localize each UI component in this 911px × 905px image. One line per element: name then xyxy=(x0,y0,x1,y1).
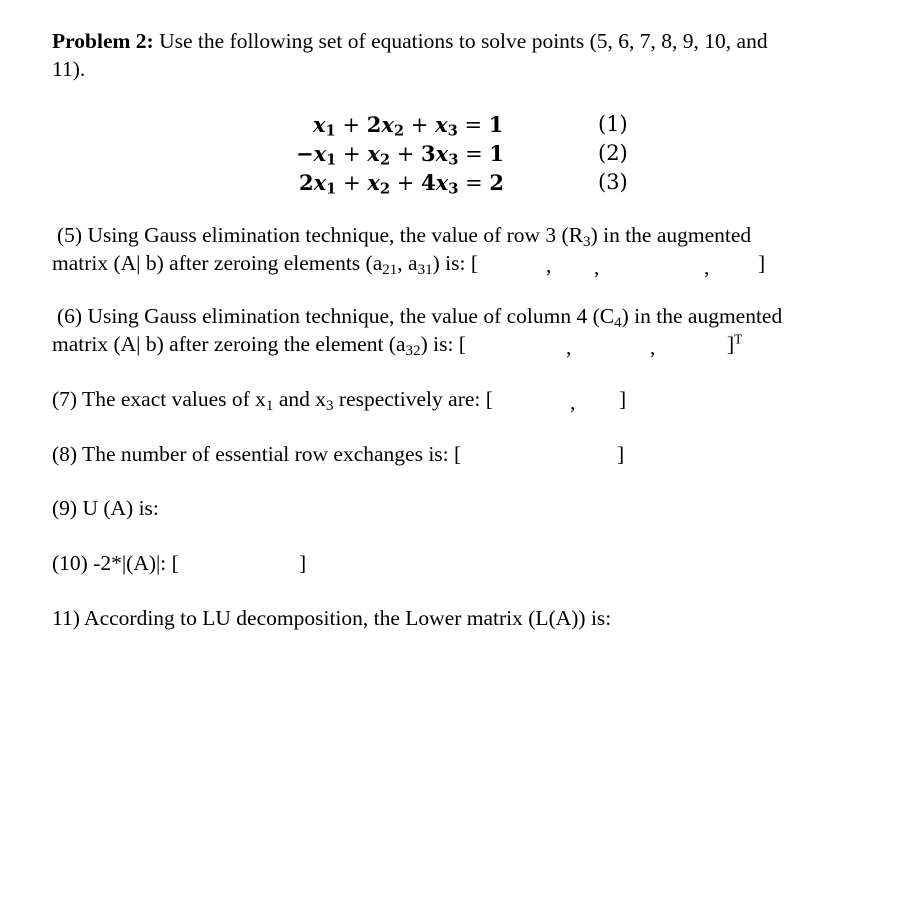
eq2-coef3: 3 xyxy=(421,141,436,166)
q6-text-c: matrix (A| b) after zeroing the element (a xyxy=(52,332,406,356)
q5-blank-comma-2: , xyxy=(594,255,600,279)
eq2-op3: + xyxy=(390,142,422,166)
eq1-equals: = xyxy=(457,113,489,137)
eq1-coef2: 2 xyxy=(366,112,382,137)
eq2-sub3: 3 xyxy=(448,151,459,169)
q7-sub-x1: 1 xyxy=(265,397,274,414)
eq3-coef1: 2 xyxy=(299,170,314,195)
equation-1 xyxy=(313,110,503,140)
eq1-op2: + xyxy=(335,113,367,137)
problem-intro-text: Use the following set of equations to solve points (5, 6, 7, 8, 9, 10, and xyxy=(159,29,768,53)
eq3-op2: + xyxy=(336,171,368,195)
q6-transpose: T xyxy=(734,331,743,347)
q5-sub-a21: 21 xyxy=(382,261,398,278)
q10-line xyxy=(52,550,179,576)
q9-text: (9) U (A) is: xyxy=(52,496,159,520)
eq3-equals: = xyxy=(458,171,490,195)
q5-sub-a31: 31 xyxy=(417,261,433,278)
q5-text-a: (5) Using Gauss elimination technique, the value of row 3 (R xyxy=(57,223,584,247)
q5-text-c: matrix (A| b) after zeroing elements (a xyxy=(52,251,383,275)
eq2-sub1: 1 xyxy=(326,151,337,169)
eq3-sub2: 2 xyxy=(379,180,391,198)
q5-blank-comma-1: , xyxy=(546,253,552,277)
problem-label: Problem 2: xyxy=(52,29,154,53)
q7-text-a: (7) The exact values of x xyxy=(52,387,266,411)
q6-bracket: ] xyxy=(727,332,735,356)
equation-3 xyxy=(299,168,504,198)
eq1-sub1: 1 xyxy=(325,122,336,140)
q5-text-b: ) in the augmented xyxy=(590,223,752,247)
q5-blank-comma-3: , xyxy=(704,255,710,279)
eq2-rhs: 1 xyxy=(489,141,505,166)
eq1-var1: x xyxy=(313,112,326,137)
q7-sub-x3: 3 xyxy=(326,397,334,414)
q6-text-b: ) in the augmented xyxy=(621,304,783,328)
q8-line xyxy=(52,441,461,467)
problem-intro-line-2 xyxy=(52,56,85,82)
q5-line-2 xyxy=(52,250,478,276)
q6-sub-c: 4 xyxy=(614,314,622,331)
q7-bracket-close: ] xyxy=(619,387,627,411)
equation-2 xyxy=(296,139,504,169)
q8-text: (8) The number of essential row exchanges is: [ xyxy=(52,442,462,466)
q7-text-b: and x xyxy=(273,387,326,411)
eq3-var1: x xyxy=(313,170,327,195)
q6-text-d: ) is: [ xyxy=(420,332,466,356)
eq3-var3: x xyxy=(435,170,449,195)
equation-number-3: (3) xyxy=(598,170,628,194)
eq1-var3: x xyxy=(435,112,448,137)
eq3-coef3: 4 xyxy=(421,170,436,195)
problem-intro-line-1 xyxy=(52,28,768,54)
q10-bracket-close: ] xyxy=(299,551,307,575)
eq3-op3: + xyxy=(390,171,422,195)
q8-bracket-close: ] xyxy=(617,442,625,466)
eq3-sub3: 3 xyxy=(448,180,459,198)
q11-text: 11) According to LU decomposition, the Lower matrix (L(A)) is: xyxy=(52,606,612,630)
q6-blank-comma-1: , xyxy=(566,335,572,359)
q6-bracket-close xyxy=(727,331,742,357)
eq1-op3: + xyxy=(404,113,436,137)
eq3-rhs: 2 xyxy=(489,170,505,195)
problem-intro-continuation: 11). xyxy=(52,57,86,81)
q7-blank-comma: , xyxy=(570,390,576,414)
q6-line-2 xyxy=(52,331,466,357)
q5-sub-r: 3 xyxy=(583,233,591,250)
eq1-sub2: 2 xyxy=(393,122,405,140)
eq1-var2: x xyxy=(381,112,394,137)
q7-text-c: respectively are: [ xyxy=(333,387,493,411)
question-11 xyxy=(52,605,611,631)
eq2-sub2: 2 xyxy=(379,151,391,169)
q6-blank-comma-2: , xyxy=(650,335,656,359)
eq3-sub1: 1 xyxy=(326,180,337,198)
equation-number-2: (2) xyxy=(598,141,628,165)
question-9 xyxy=(52,495,159,521)
eq2-var1: x xyxy=(313,141,327,166)
eq2-equals: = xyxy=(458,142,490,166)
q5-line-1 xyxy=(57,222,751,248)
eq3-var2: x xyxy=(367,170,380,195)
q7-line xyxy=(52,386,493,412)
q6-text-a: (6) Using Gauss elimination technique, the value of column 4 (C xyxy=(57,304,615,328)
eq2-op2: + xyxy=(336,142,368,166)
q5-sep: , a xyxy=(397,251,418,275)
eq2-var3: x xyxy=(435,141,449,166)
equation-number-1: (1) xyxy=(598,112,628,136)
q10-text: (10) -2*|(A)|: [ xyxy=(52,551,179,575)
q5-bracket-close: ] xyxy=(758,251,766,275)
eq1-rhs: 1 xyxy=(488,112,504,137)
eq2-var2: x xyxy=(367,141,380,166)
q5-text-d: ) is: [ xyxy=(432,251,479,275)
eq2-sign: − xyxy=(296,141,314,166)
q6-sub-a32: 32 xyxy=(405,342,421,359)
eq1-sub3: 3 xyxy=(447,122,458,140)
q6-line-1 xyxy=(57,303,782,329)
